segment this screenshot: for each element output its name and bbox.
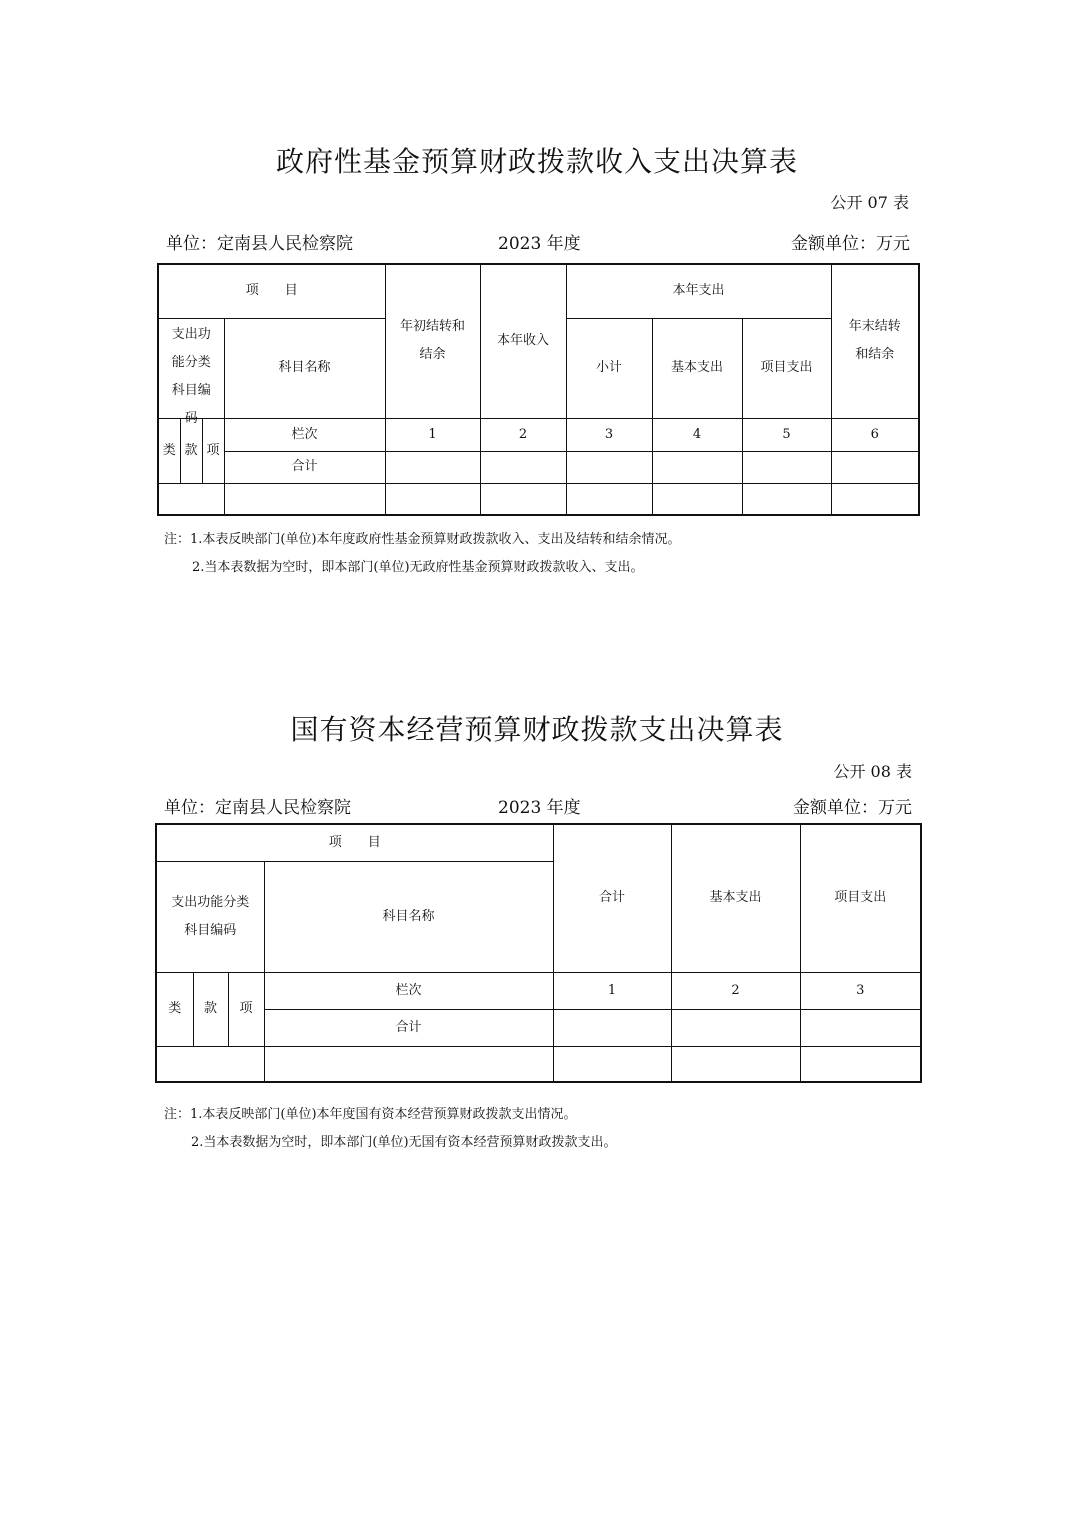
t1-total-cell-2 [480,451,566,483]
t2-header-func-code [156,861,264,972]
t1-header-item: 项 目 [158,264,385,318]
t2-column-no-label: 栏次 [264,972,553,1009]
table1-note-1: 注：1.本表反映部门(单位)本年度政府性基金预算财政拨款收入、支出及结转和结余情况。 [164,532,681,547]
t1-end-line-1: 年末结转 [848,319,901,335]
t2-col-num-2: 2 [671,972,800,1009]
t1-header-year-income: 本年收入 [480,264,566,418]
table2-amount-unit: 金额单位：万元 [793,798,912,818]
t1-total-cell-1 [385,451,480,483]
t2-header-project-expense: 项目支出 [800,824,921,972]
t1-empty-cell-5 [742,483,831,515]
table2-grid [155,823,922,1083]
t1-empty-code-cell [158,483,224,515]
table2-note-1: 注：1.本表反映部门(单位)本年度国有资本经营预算财政拨款支出情况。 [164,1107,577,1122]
t2-header-kuan: 款 [193,972,228,1046]
t1-func-line-1: 支出功 [171,326,211,342]
t2-header-xiang: 项 [228,972,264,1046]
t1-empty-name-cell [224,483,385,515]
t1-col-num-5: 5 [742,418,831,451]
t2-empty-cell-3 [800,1046,921,1082]
t1-total-cell-3 [566,451,652,483]
table2-unit: 单位：定南县人民检察院 [164,798,351,818]
t1-header-func-code [158,318,224,426]
t2-col-num-1: 1 [553,972,671,1009]
t1-col-num-2: 2 [480,418,566,451]
t2-func-line-2: 科目编码 [184,922,237,938]
t1-empty-cell-3 [566,483,652,515]
t1-func-line-4: 码 [184,410,198,426]
t1-column-no-label: 栏次 [224,418,385,451]
t1-col-num-3: 3 [566,418,652,451]
t2-total-cell-2 [671,1009,800,1046]
t1-header-lei: 类 [158,418,180,483]
table1-code: 公开 07 表 [830,193,909,212]
t2-col-num-3: 3 [800,972,921,1009]
table1-note-2: 2.当本表数据为空时，即本部门(单位)无政府性基金预算财政拨款收入、支出。 [192,560,644,575]
t1-header-subtotal: 小计 [566,318,652,418]
table2-code: 公开 08 表 [833,762,912,781]
t2-empty-code-cell [156,1046,264,1082]
t1-header-xiang: 项 [202,418,224,483]
t1-begin-line-2: 结余 [419,347,446,363]
t1-empty-cell-6 [831,483,919,515]
t2-header-basic-expense: 基本支出 [671,824,800,972]
t1-header-begin-balance [385,264,480,418]
t1-begin-line-1: 年初结转和 [400,319,466,335]
t1-end-line-2: 和结余 [855,347,895,363]
table2-title: 国有资本经营预算财政拨款支出决算表 [290,713,784,746]
table1-unit: 单位：定南县人民检察院 [166,234,353,254]
table1-year: 2023 年度 [498,234,581,254]
t1-empty-cell-4 [652,483,742,515]
t1-func-line-3: 科目编 [171,382,211,398]
t2-total-label: 合计 [264,1009,553,1046]
t1-empty-cell-2 [480,483,566,515]
t1-header-year-expense: 本年支出 [566,264,831,318]
t1-total-cell-6 [831,451,919,483]
t1-total-label: 合计 [224,451,385,483]
t1-col-num-1: 1 [385,418,480,451]
t1-col-num-4: 4 [652,418,742,451]
t2-empty-cell-1 [553,1046,671,1082]
table2-year: 2023 年度 [498,798,581,818]
table1-grid [157,263,920,516]
t1-total-cell-4 [652,451,742,483]
t2-header-subject-name: 科目名称 [264,861,553,972]
t2-empty-name-cell [264,1046,553,1082]
t1-header-end-balance [831,264,919,418]
t2-func-line-1: 支出功能分类 [171,894,250,910]
t2-header-item: 项 目 [156,824,553,861]
t1-total-cell-5 [742,451,831,483]
table1-title: 政府性基金预算财政拨款收入支出决算表 [275,145,798,178]
t2-total-cell-1 [553,1009,671,1046]
t2-header-total: 合计 [553,824,671,972]
t1-header-basic-expense: 基本支出 [652,318,742,418]
t1-header-project-expense: 项目支出 [742,318,831,418]
t2-header-lei: 类 [156,972,193,1046]
table1-amount-unit: 金额单位：万元 [791,234,910,254]
t2-total-cell-3 [800,1009,921,1046]
t2-empty-cell-2 [671,1046,800,1082]
table2-note-2: 2.当本表数据为空时，即本部门(单位)无国有资本经营预算财政拨款支出。 [191,1135,617,1150]
t1-func-line-2: 能分类 [171,354,211,370]
t1-col-num-6: 6 [831,418,919,451]
t1-header-subject-name: 科目名称 [224,318,385,418]
t1-header-kuan: 款 [180,418,202,483]
t1-empty-cell-1 [385,483,480,515]
